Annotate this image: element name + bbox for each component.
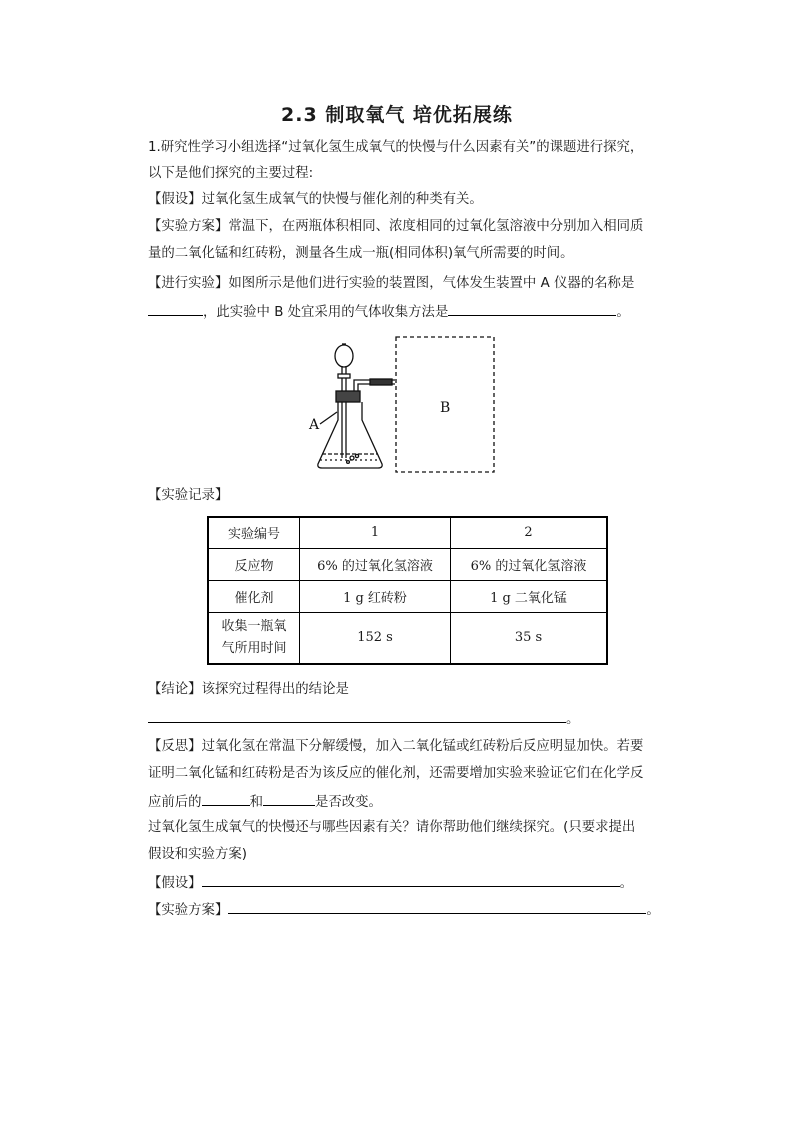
followup-hypothesis-period: 。 <box>619 876 633 891</box>
blank-followup-hypothesis[interactable] <box>202 872 620 887</box>
blank-conclusion[interactable] <box>148 708 566 723</box>
conclusion-line <box>148 680 668 700</box>
hypothesis-line <box>148 190 668 210</box>
reflection-text-3b: 和 <box>249 795 263 810</box>
experiment-line-1 <box>148 274 668 294</box>
followup-hypothesis-line <box>148 872 668 894</box>
record-table <box>207 516 608 665</box>
blank-followup-plan[interactable] <box>228 899 646 914</box>
apparatus-diagram <box>300 334 500 476</box>
intro-line-2: 以下是他们探究的主要过程: <box>148 166 314 181</box>
exp1-number: 1 <box>300 517 451 548</box>
row-label-time <box>208 612 300 664</box>
followup-hypothesis-tag: 【假设】 <box>148 876 202 891</box>
exp2-time: 35 s <box>451 612 608 664</box>
reflection-text-3a: 应前后的 <box>148 795 202 810</box>
record-tag: 【实验记录】 <box>148 488 229 503</box>
reflection-line-1 <box>148 737 668 757</box>
label-b: B <box>440 400 451 416</box>
reflection-line-3 <box>148 791 668 813</box>
conclusion-tag: 【结论】 <box>148 682 202 697</box>
exp1-catalyst: 1 g 红砖粉 <box>300 580 451 612</box>
plan-text-1: 常温下，在两瓶体积相同、浓度相同的过氧化氢溶液中分别加入相同质 <box>228 219 644 234</box>
row-label-time-line-2: 气所用时间 <box>221 640 287 656</box>
blank-property-2[interactable] <box>263 791 315 806</box>
period: 。 <box>616 305 630 320</box>
exp2-catalyst: 1 g 二氧化锰 <box>451 580 608 612</box>
exp1-time: 152 s <box>300 612 451 664</box>
reflection-tag: 【反思】 <box>148 739 202 754</box>
followup-line-1: 过氧化氢生成氧气的快慢还与哪些因素有关？请你帮助他们继续探究。(只要求提出 <box>148 820 636 835</box>
blank-collection-method[interactable] <box>448 301 616 316</box>
intro-line-1: 1.研究性学习小组选择“过氧化氢生成氧气的快慢与什么因素有关”的课题进行探究， <box>148 140 644 155</box>
table-row <box>208 548 607 580</box>
table-row <box>208 580 607 612</box>
row-label-number: 实验编号 <box>208 517 300 548</box>
table-row <box>208 517 607 548</box>
followup-line-2: 假设和实验方案) <box>148 847 247 862</box>
conclusion-answer-line <box>148 708 668 730</box>
followup-plan-period: 。 <box>646 903 660 918</box>
conclusion-text: 该探究过程得出的结论是 <box>201 682 349 697</box>
funnel-bulb <box>335 345 353 367</box>
row-label-reactant: 反应物 <box>208 548 300 580</box>
experiment-text-1: 如图所示是他们进行实验的装置图，气体发生装置中 A 仪器的名称是 <box>228 276 635 291</box>
followup-plan-tag: 【实验方案】 <box>148 903 229 918</box>
followup-plan-line <box>148 899 668 921</box>
blank-instrument-name[interactable] <box>148 301 203 316</box>
reflection-text-1: 过氧化氢在常温下分解缓慢，加入二氧化锰或红砖粉后反应明显加快。若要 <box>201 739 644 754</box>
experiment-tag: 【进行实验】 <box>148 276 229 291</box>
table-row <box>208 612 607 664</box>
reflection-text-3c: 是否改变。 <box>314 795 382 810</box>
plan-line-2: 量的二氧化锰和红砖粉，测量各生成一瓶(相同体积)氧气所需要的时间。 <box>148 246 574 261</box>
experiment-line-2 <box>148 301 668 323</box>
exp2-reactant: 6% 的过氧化氢溶液 <box>451 548 608 580</box>
row-label-time-line-1: 收集一瓶氧 <box>221 618 287 634</box>
exp1-reactant: 6% 的过氧化氢溶液 <box>300 548 451 580</box>
plan-tag: 【实验方案】 <box>148 219 229 234</box>
row-label-catalyst: 催化剂 <box>208 580 300 612</box>
experiment-text-2: ，此实验中 B 处宜采用的气体收集方法是 <box>203 305 449 320</box>
hypothesis-tag: 【假设】 <box>148 192 202 207</box>
plan-line-1 <box>148 217 668 237</box>
exp2-number: 2 <box>451 517 608 548</box>
reflection-line-2: 证明二氧化锰和红砖粉是否为该反应的催化剂，还需要增加实验来验证它们在化学反 <box>148 766 644 781</box>
conclusion-period: 。 <box>566 712 580 727</box>
page-title: 2.3 制取氧气 培优拓展练 <box>281 104 513 126</box>
blank-property-1[interactable] <box>202 791 250 806</box>
label-a: A <box>309 417 320 433</box>
hypothesis-text: 过氧化氢生成氧气的快慢与催化剂的种类有关。 <box>201 192 483 207</box>
rubber-stopper <box>336 391 360 402</box>
